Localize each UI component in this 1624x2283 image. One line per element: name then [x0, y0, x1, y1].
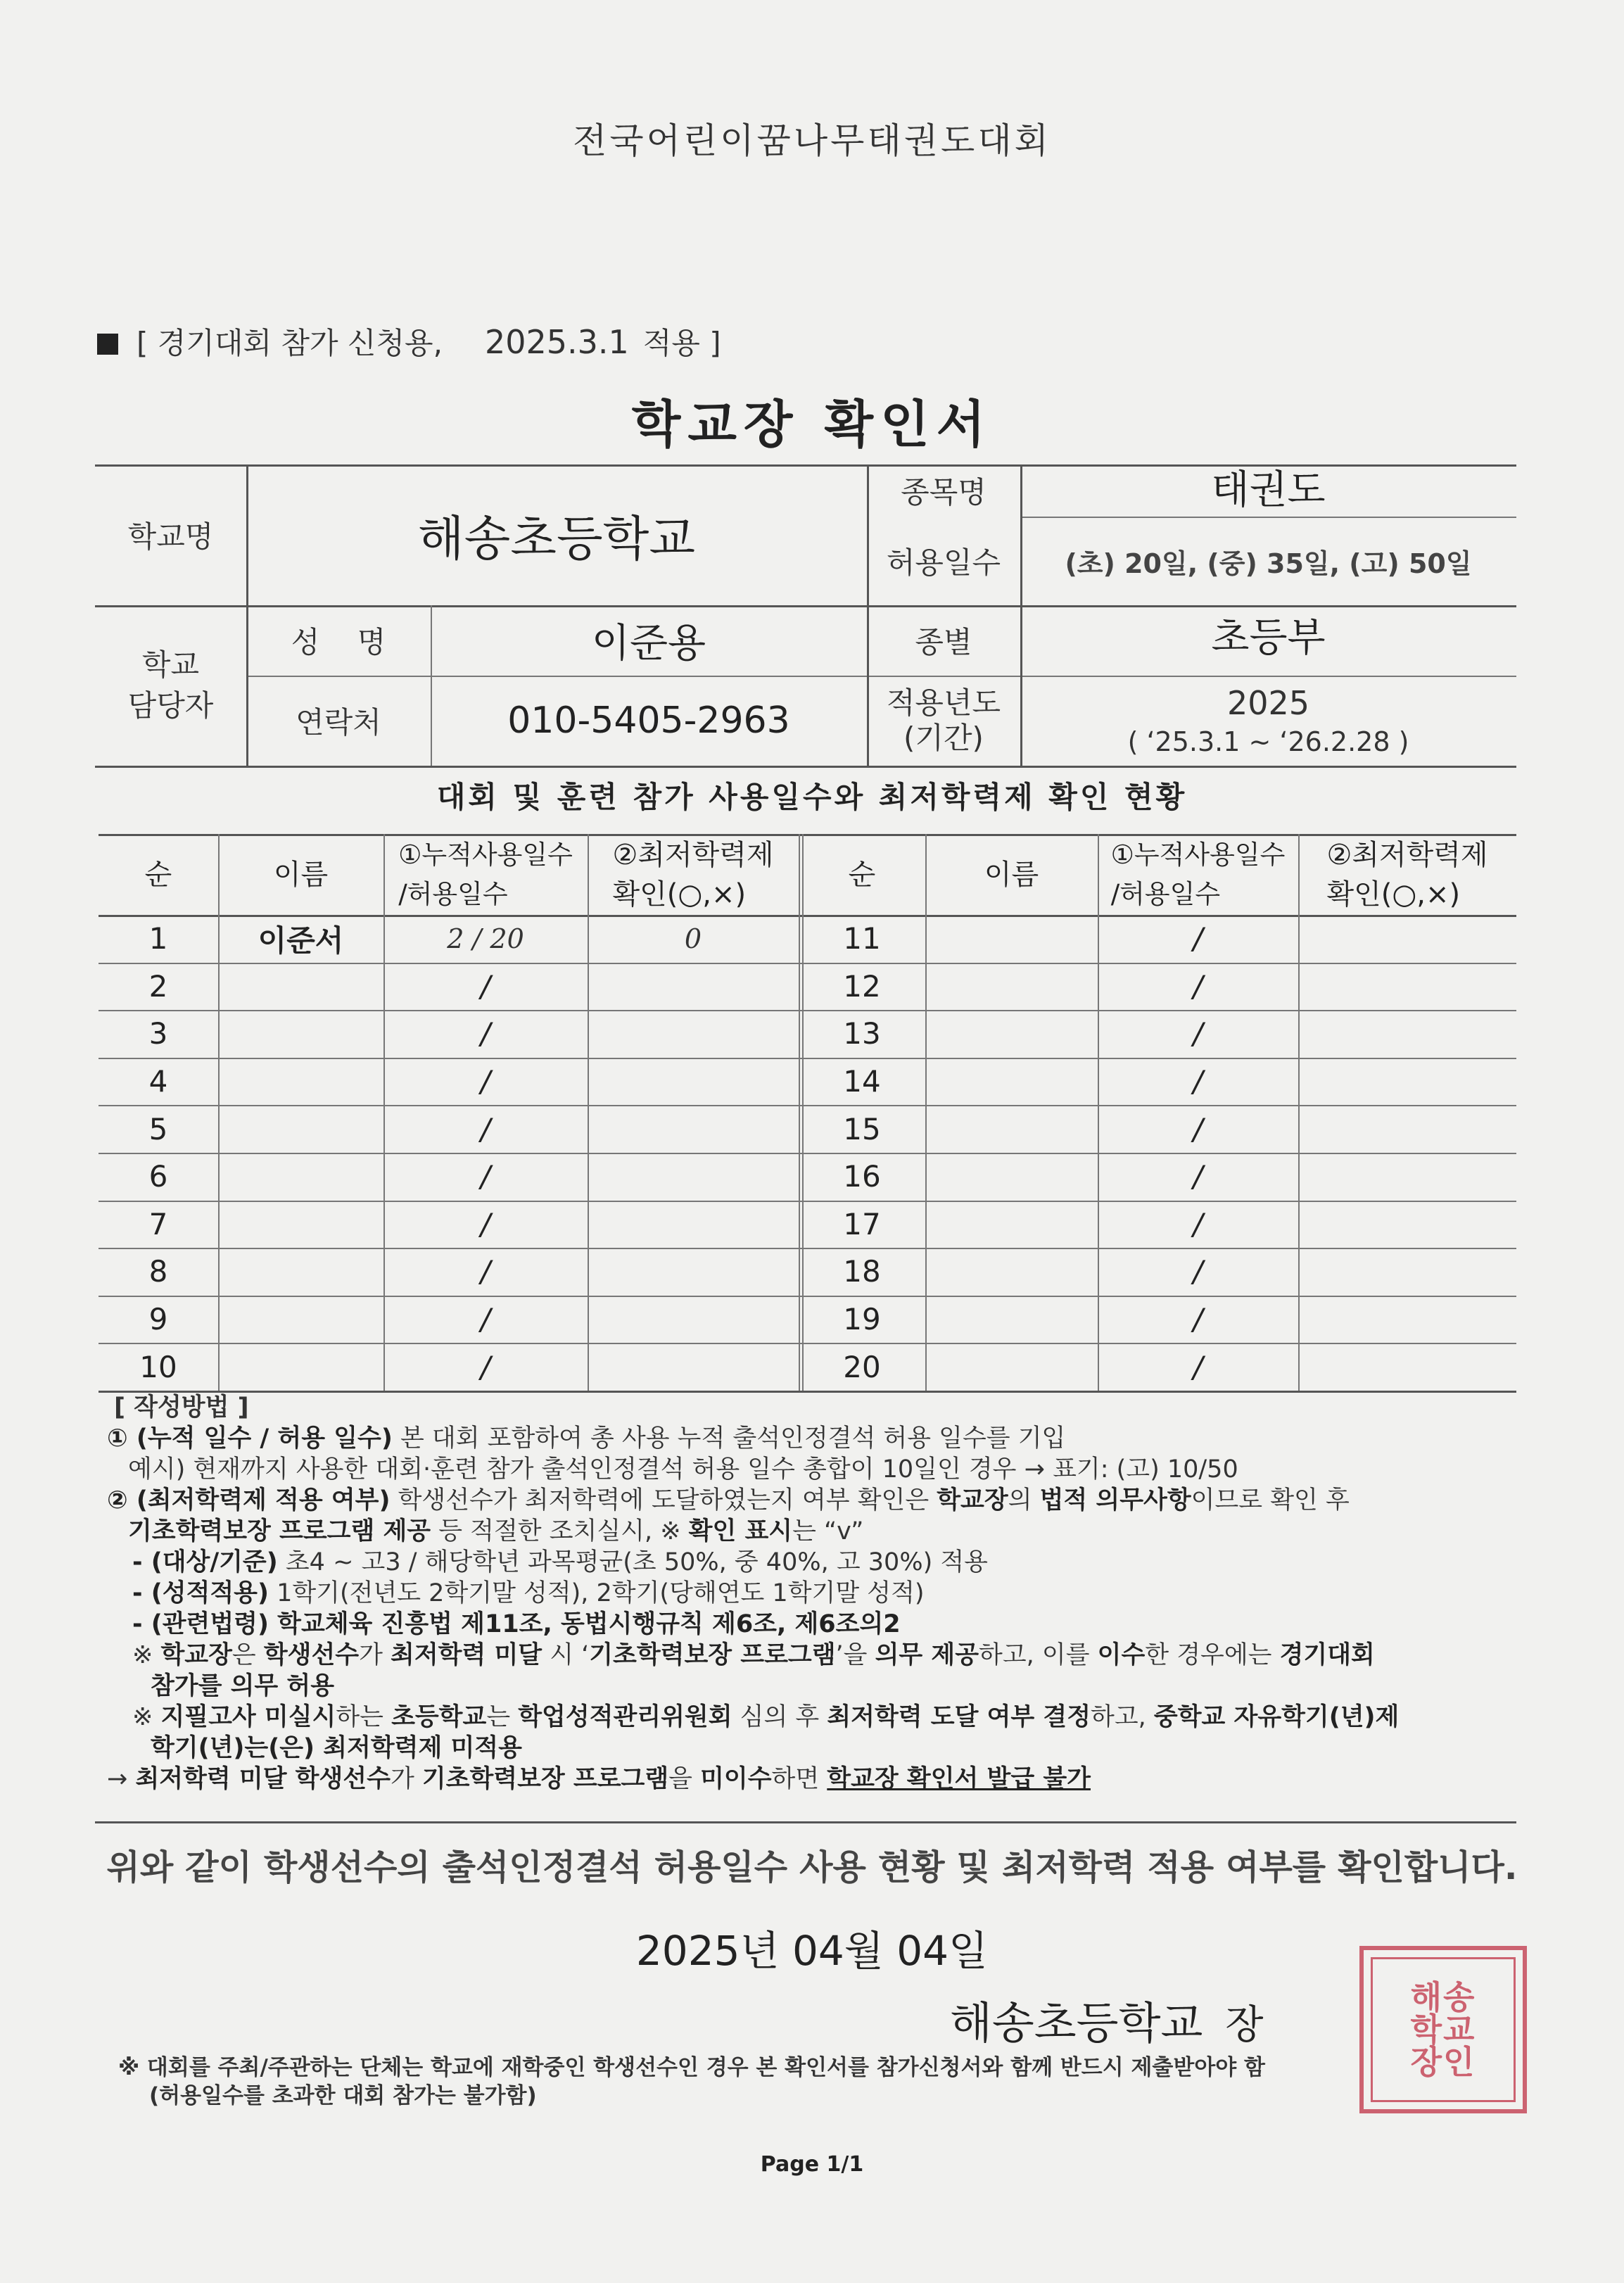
left-col-name: 이름: [273, 858, 329, 891]
note-6-b8: 참가를 의무 허용: [151, 1672, 335, 1700]
right-row-name: [925, 1153, 1098, 1201]
note-8-t1: 가: [390, 1765, 422, 1793]
signature-school: [950, 1988, 1263, 2051]
event-label: 종목명: [901, 475, 987, 510]
right-row-days: /: [1193, 921, 1203, 956]
right-row-name: [925, 1058, 1098, 1106]
school-label: 학교명: [127, 519, 214, 554]
page-number: Page 1/1: [760, 2152, 864, 2177]
note-6-b6: 이수: [1097, 1641, 1146, 1669]
right-row-days: /: [1193, 1206, 1203, 1241]
right-row-days: /: [1193, 1302, 1203, 1337]
school-name: 해송초등학교: [417, 511, 696, 567]
signature-title: 장: [1225, 2002, 1264, 2048]
left-row-no: 6: [148, 1159, 168, 1194]
right-row-min: [1298, 963, 1516, 1011]
event-value: 태권도: [1211, 467, 1326, 513]
note-6-t1: 은: [231, 1641, 264, 1669]
note-6-mark: ※: [132, 1641, 161, 1669]
left-row-days: /: [480, 1111, 491, 1146]
right-row-no: 13: [843, 1016, 881, 1051]
left-row-days: /: [480, 1349, 491, 1384]
note-7-t2: 는: [486, 1703, 519, 1731]
left-row-days: /: [480, 1302, 491, 1337]
note-2-bold-3: 법적 의무사항: [1039, 1486, 1191, 1514]
allow-value: (초) 20일, (중) 35일, (고) 50일: [1065, 548, 1472, 579]
year-value: 2025: [1226, 684, 1310, 722]
right-col-days: ①누적사용일수 /허용일수: [1110, 839, 1286, 909]
left-row-name: [218, 1296, 383, 1343]
right-col-min: ②최저학력제 확인(○,×): [1326, 838, 1488, 911]
left-row-no: 1: [148, 921, 168, 956]
name-label: 성 명: [291, 625, 386, 659]
apply-line: [97, 320, 721, 362]
signature-school-name: 해송초등학교: [950, 1997, 1203, 2049]
right-row-no: 19: [843, 1302, 881, 1337]
note-7-b5: 중학교 자유학기(년)제: [1153, 1703, 1400, 1731]
document-title: 학교장 확인서: [631, 395, 993, 454]
note-8-arrow: →: [107, 1765, 136, 1793]
signature-date: 2025년 04월 04일: [635, 1927, 989, 1975]
left-row-days: /: [480, 1159, 491, 1194]
left-row-min: [588, 1296, 799, 1343]
instructions: [107, 1392, 1535, 1795]
square-bullet-icon: [97, 334, 118, 355]
note-6-b2: 학생선수: [263, 1641, 360, 1669]
right-row-days: /: [1193, 1064, 1203, 1099]
left-row-days: /: [480, 968, 491, 1004]
note-2-bold-4: 기초학력보장 프로그램 제공: [128, 1517, 431, 1545]
right-row-days: /: [1193, 1111, 1203, 1146]
instructions-heading: [ 작성방법 ]: [114, 1393, 249, 1422]
left-row-name: [218, 1058, 383, 1106]
right-row-min: [1298, 1010, 1516, 1058]
left-row-days: 2 / 20: [447, 923, 524, 954]
right-row-min: [1298, 1248, 1516, 1296]
left-row-no: 9: [148, 1302, 168, 1337]
left-row-name: 이준서: [258, 923, 344, 958]
note-7-t4: 하고,: [1091, 1703, 1154, 1731]
note-7-t1: 하는: [336, 1703, 392, 1731]
right-row-min: [1298, 1343, 1516, 1391]
manager-name: 이준용: [591, 621, 706, 666]
left-row-days: /: [480, 1064, 491, 1099]
right-col-no: 순: [848, 858, 876, 891]
left-row-min: [588, 1010, 799, 1058]
left-row-no: 4: [148, 1064, 168, 1099]
left-row-min: [588, 1201, 799, 1248]
division-label: 종별: [915, 625, 972, 659]
note-1-text: 본 대회 포함하여 총 사용 누적 출석인정결석 허용 일수를 기입: [392, 1424, 1066, 1453]
right-row-no: 14: [843, 1064, 881, 1099]
division-value: 초등부: [1211, 615, 1326, 661]
left-row-min: [588, 1105, 799, 1153]
right-row-days: /: [1193, 1349, 1203, 1384]
year-cell: [1020, 676, 1516, 766]
note-2-text-3: 이므로 확인 후: [1191, 1486, 1350, 1514]
right-row-min: [1298, 1296, 1516, 1343]
footnote-line-2: (허용일수를 초과한 대회 참가는 불가함): [149, 2083, 537, 2108]
note-6-t4: ’을: [835, 1641, 875, 1669]
note-8-b1: 최저학력 미달 학생선수: [135, 1765, 391, 1793]
note-2-bold-2: 학교장: [937, 1486, 1008, 1514]
note-6-b1: 학교장: [160, 1641, 232, 1669]
apply-prefix: [ 경기대회 참가 신청용,: [137, 326, 443, 360]
note-8-b2: 기초학력보장 프로그램: [421, 1765, 669, 1793]
right-row-days: /: [1193, 968, 1203, 1004]
left-col-min: ②최저학력제 확인(○,×): [612, 838, 774, 911]
left-row-min: [588, 1343, 799, 1391]
note-8-t3: 하면: [771, 1765, 827, 1793]
section-title: 대회 및 훈련 참가 사용일수와 최저학력제 확인 현황: [436, 780, 1188, 814]
right-row-no: 17: [843, 1206, 881, 1241]
confirmation-statement: 위와 같이 학생선수의 출석인정결석 허용일수 사용 현황 및 최저학력 적용 여부를 확인합니다.: [106, 1847, 1518, 1887]
left-row-min: [588, 1153, 799, 1201]
footnote-line-1: ※ 대회를 주최/주관하는 단체는 학교에 재학중인 학생선수인 경우 본 확인서를 참가신청서와 함께 반드시 제출받아야 함: [118, 2055, 1265, 2080]
seal-icon: 해송 학교 장인: [1371, 1957, 1516, 2102]
note-7-mark: ※: [132, 1703, 161, 1731]
note-3-text: 초4 ~ 고3 / 해당학년 과목평균(초 50%, 중 40%, 고 30%) 적용: [277, 1548, 988, 1576]
note-6-t6: 한 경우에는: [1145, 1641, 1280, 1669]
apply-suffix: 적용 ]: [642, 326, 721, 360]
note-4-bold: - (성적적용): [132, 1579, 269, 1607]
note-7-b4: 최저학력 도달 여부 결정: [827, 1703, 1091, 1731]
note-4-text: 1학기(전년도 2학기말 성적), 2학기(당해연도 1학기말 성적): [268, 1579, 925, 1607]
left-row-name: [218, 1201, 383, 1248]
note-3-bold: - (대상/기준): [132, 1548, 278, 1576]
right-row-min: [1298, 1058, 1516, 1106]
right-row-name: [925, 1010, 1098, 1058]
note-1-example: 예시) 현재까지 사용한 대회·훈련 참가 출석인정결석 허용 일수 총합이 10일인 경우 → 표기: (고) 10/50: [128, 1455, 1238, 1484]
right-row-min: [1298, 915, 1516, 963]
right-row-name: [925, 963, 1098, 1011]
right-row-no: 12: [843, 968, 881, 1004]
note-5-bold: - (관련법령) 학교체육 진흥법 제11조, 동법시행규칙 제6조, 제6조의2: [132, 1610, 901, 1638]
note-6-t5: 하고, 이를: [979, 1641, 1098, 1669]
right-col-name: 이름: [984, 858, 1039, 891]
right-row-name: [925, 915, 1098, 963]
left-row-no: 2: [148, 968, 168, 1004]
right-row-name: [925, 1248, 1098, 1296]
right-row-no: 20: [843, 1349, 881, 1384]
rule: [95, 1821, 1516, 1823]
contact-value: 010-5405-2963: [507, 700, 790, 742]
contact-label: 연락처: [296, 705, 381, 740]
left-row-name: [218, 1105, 383, 1153]
right-row-no: 15: [843, 1111, 881, 1146]
left-row-no: 3: [148, 1016, 168, 1051]
right-row-days: /: [1193, 1016, 1203, 1051]
right-row-name: [925, 1296, 1098, 1343]
note-2-bold: ② (최저학력제 적용 여부): [107, 1486, 391, 1514]
right-row-days: /: [1193, 1159, 1203, 1194]
note-7-b2: 초등학교: [391, 1703, 487, 1731]
left-row-name: [218, 1343, 383, 1391]
right-row-name: [925, 1105, 1098, 1153]
note-8-b3: 미이수: [700, 1765, 772, 1793]
left-row-min: 0: [684, 923, 702, 954]
left-row-no: 5: [148, 1111, 168, 1146]
note-6-b7: 경기대회: [1279, 1641, 1375, 1669]
left-row-name: [218, 1153, 383, 1201]
note-8-t2: 을: [668, 1765, 701, 1793]
left-row-min: [588, 1058, 799, 1106]
right-row-min: [1298, 1153, 1516, 1201]
left-row-no: 8: [148, 1254, 168, 1289]
note-1-bold: ① (누적 일수 / 허용 일수): [107, 1424, 393, 1453]
note-7-b6: 학기(년)는(은) 최저학력제 미적용: [151, 1734, 522, 1762]
manager-label: 학교 담당자: [127, 647, 214, 723]
note-7-b3: 학업성적관리위원회: [518, 1703, 732, 1731]
right-row-min: [1298, 1201, 1516, 1248]
apply-date: 2025.3.1: [484, 323, 629, 361]
left-row-min: [588, 1248, 799, 1296]
right-row-no: 18: [843, 1254, 881, 1289]
note-7-b1: 지필고사 미실시: [160, 1703, 336, 1731]
note-6-b3: 최저학력 미달: [391, 1641, 543, 1669]
note-6-t2: 가: [359, 1641, 391, 1669]
footnote: [118, 2054, 1265, 2110]
left-row-min: [588, 963, 799, 1011]
note-2-bold-5: 확인 표시: [688, 1517, 793, 1545]
note-6-b4: 기초학력보장 프로그램: [589, 1641, 836, 1669]
right-row-name: [925, 1201, 1098, 1248]
left-row-name: [218, 1010, 383, 1058]
note-2-text-2: 의: [1008, 1486, 1040, 1514]
note-7-t3: 심의 후: [732, 1703, 827, 1731]
note-6-b5: 의무 제공: [875, 1641, 979, 1669]
right-row-no: 11: [843, 921, 881, 956]
left-row-no: 7: [148, 1206, 168, 1241]
left-row-no: 10: [139, 1349, 177, 1384]
left-col-days: ①누적사용일수 /허용일수: [398, 839, 573, 909]
right-row-days: /: [1193, 1254, 1203, 1289]
note-6-t3: 시 ‘: [542, 1641, 590, 1669]
note-2-text-5: 는 “v”: [792, 1517, 864, 1545]
note-8-b4: 학교장 확인서 발급 불가: [827, 1765, 1091, 1793]
competition-title: 전국어린이꿈나무태권도대회: [573, 120, 1051, 161]
year-label: 적용년도 (기간): [886, 685, 1001, 755]
school-seal-stamp: [1359, 1946, 1527, 2113]
left-row-name: [218, 1248, 383, 1296]
right-row-name: [925, 1343, 1098, 1391]
year-period: ( ‘25.3.1 ~ ‘26.2.28 ): [1127, 726, 1409, 757]
right-row-no: 16: [843, 1159, 881, 1194]
left-row-days: /: [480, 1016, 491, 1051]
left-row-days: /: [480, 1254, 491, 1289]
rule: [95, 766, 1516, 768]
allow-label: 허용일수: [886, 545, 1001, 580]
note-2-text-4: 등 적절한 조치실시, ※: [431, 1517, 689, 1545]
right-row-min: [1298, 1105, 1516, 1153]
left-row-name: [218, 963, 383, 1011]
left-row-days: /: [480, 1206, 491, 1241]
note-2-text: 학생선수가 최저학력에 도달하였는지 여부 확인은: [390, 1486, 937, 1514]
left-col-no: 순: [144, 858, 172, 891]
